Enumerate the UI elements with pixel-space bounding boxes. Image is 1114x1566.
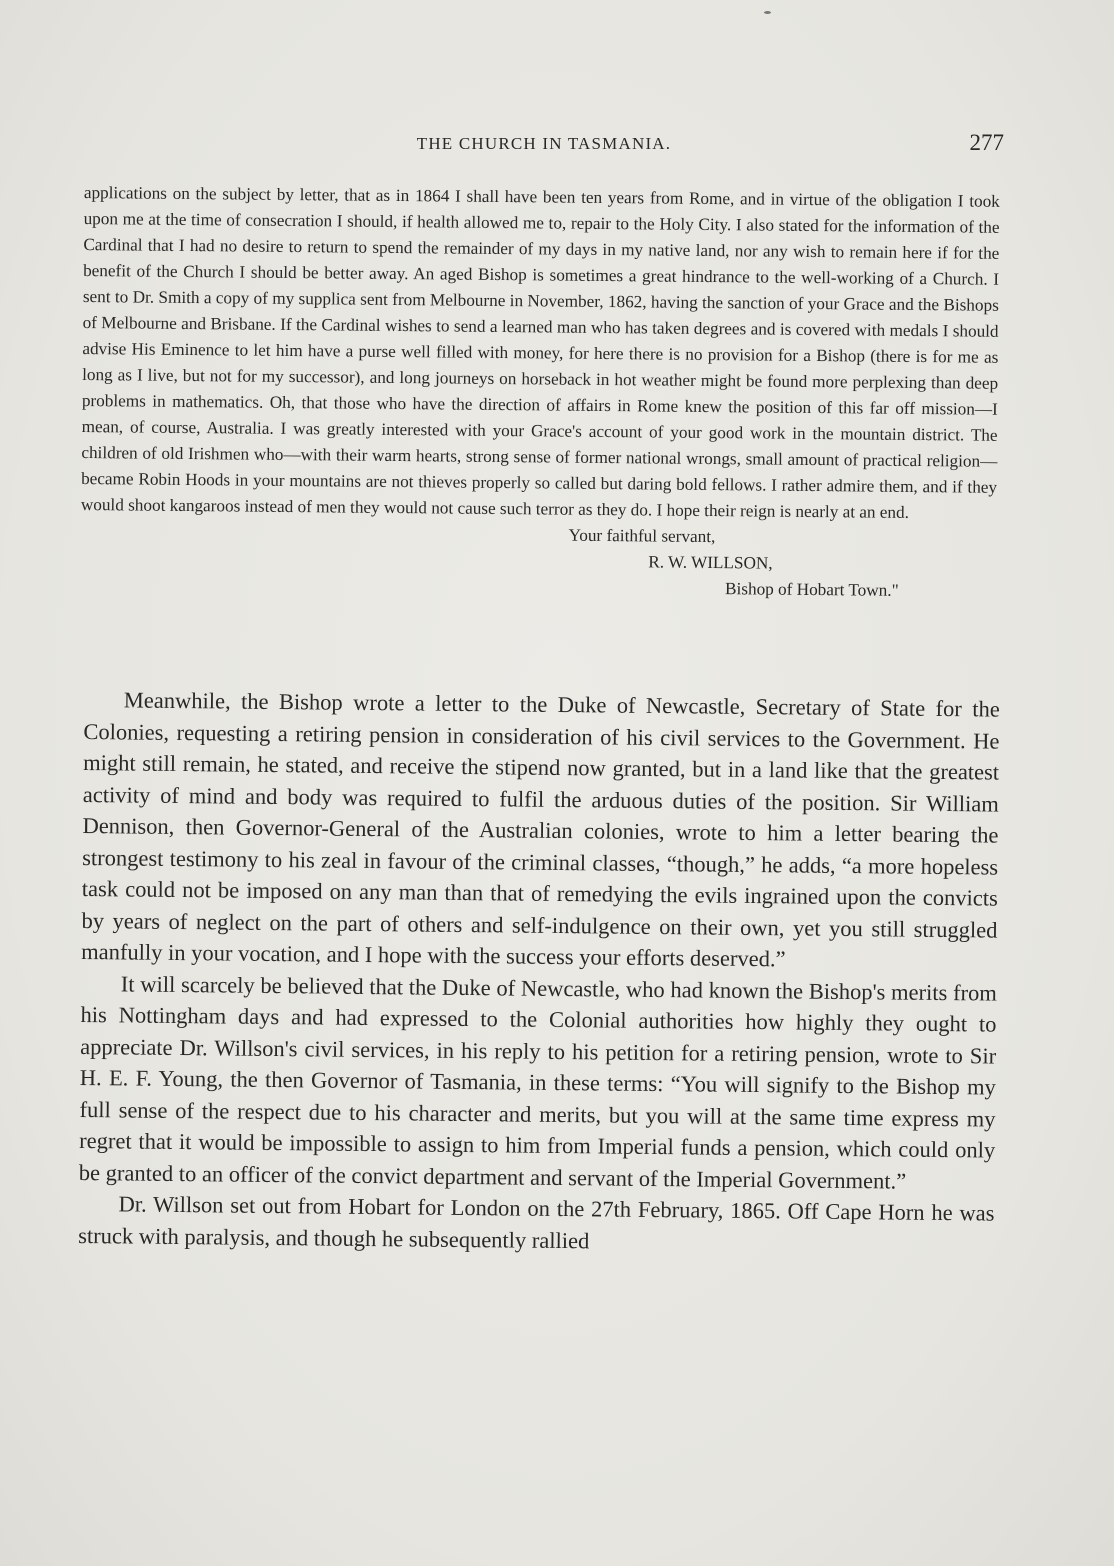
running-head: THE CHURCH IN TASMANIA.	[416, 134, 672, 153]
paragraph: Dr. Willson set out from Hobart for London on the 27th February, 1865. Off Cape Horn he was struck with paralysis, and though he subsequently rallied	[78, 1191, 995, 1253]
paragraph: It will scarcely be believed that the Duke of Newcastle, who had known the Bishop's merits from his Nottingham days and had expressed to the Colonial authorities how highly they ought to appreciate Dr. Willson's civil services, in his reply to his petition for a retiring pension, wrote to Sir H. E. F. Young, the then Governor of Tasmania, in these terms: “You will signify to the Bishop my full sense of the respect due to his character and merits, but you will at the same time express my regret that it would be impossible to assign to him from Imperial funds a pension, which could only be granted to an officer of the convict department and servant of the Imperial Government.”	[78, 970, 997, 1194]
letter-closing: Your faithful servant,	[568, 525, 716, 547]
letter-excerpt	[80, 180, 1000, 605]
letter-signature: R. W. WILLSON,	[648, 552, 773, 573]
paper-speck	[764, 11, 771, 14]
page-number: 277	[969, 130, 1004, 155]
paragraph: Meanwhile, the Bishop wrote a letter to the Duke of Newcastle, Secretary of State for the Colonies, requesting a retiring pension in consideration of his civil services to the Government. He might still remain, he stated, and receive the stipend now granted, but in a land like that the greatest activity of mind and body was required to fulfil the arduous duties of the position. Sir William Dennison, then Governor-General of the Australian colonies, wrote to him a letter bearing the strongest testimony to his zeal in favour of the criminal classes, “though,” he adds, “a more hopeless task could not be imposed on any man than that of remedying the evils ingrained upon the convicts by years of neglect on the part of others and self-indulgence on their own, yet you still struggled manfully in your vocation, and I hope with the success your efforts deserved.”	[81, 687, 1000, 972]
page-header	[84, 130, 1004, 166]
main-text	[78, 684, 1000, 1261]
letter-body: applications on the subject by letter, that as in 1864 I shall have been ten years from Rome, and in virtue of the obligation I took upon me at the time of consecration I should, if health allowed me to, repair to the Holy City. I also stated for the information of the Cardinal that I had no desire to return to spend the remainder of my days in my native land, nor any wish to remain here if for the benefit of the Church I should be better away. An aged Bishop is sometimes a great hindrance to the well-working of a Church. I sent to Dr. Smith a copy of my supplica sent from Melbourne in November, 1862, having the sanction of your Grace and the Bishops of Melbourne and Brisbane. If the Cardinal wishes to send a learned man who has taken degrees and is covered with medals I should advise His Eminence to let him have a purse well filled with money, for here there is no provision for a Bishop (there is for me as long as I live, but not for my successor), and long journeys on horseback in hot weather might be found more perplexing than deep problems in mathematics. Oh, that those who have the direction of affairs in Rome knew the position of this far off mission—I mean, of course, Australia. I was greatly interested with your Grace's account of your good work in the mountain district. The children of old Irishmen who—with their warm hearts, strong sense of former national wrongs, small amount of practical religion—became Robin Hoods in your mountains are not thieves properly so called but daring bold fellows. I rather admire them, and if they would shoot kangaroos instead of men they would not cause such terror as they do. I hope their reign is nearly at an end.	[80, 182, 1000, 522]
letter-signature-title: Bishop of Hobart Town."	[725, 579, 899, 600]
